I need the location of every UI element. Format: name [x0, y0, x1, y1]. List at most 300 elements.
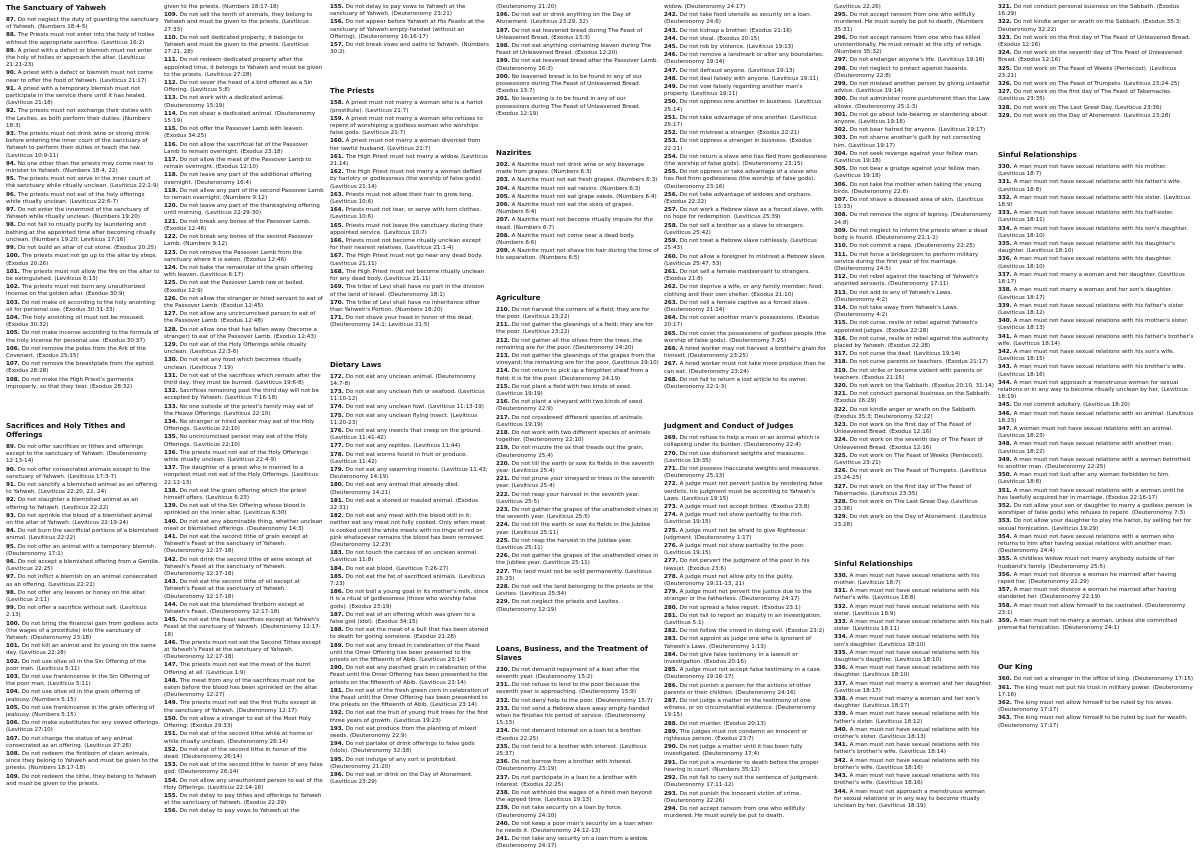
item-number: 216. — [496, 399, 510, 406]
item-text: Do not build an altar of cut stone. (Exodus 20:25) — [17, 245, 157, 252]
item-text: Do not sell a female captive as a forced slave. (Deuteronomy 21:14) — [664, 299, 810, 313]
list-item — [664, 652, 828, 666]
item-number: 358. — [998, 602, 1012, 609]
list-item — [164, 80, 324, 94]
item-number: 123. — [164, 249, 178, 256]
item-number: 204. — [496, 185, 510, 192]
item-number: 245. — [664, 44, 678, 51]
item-number: 96. — [6, 191, 16, 198]
item-number: 251. — [664, 114, 678, 121]
item-text: A judge must not pervert justice by rendering false verdicts, his judgment must be according to Yahweh's Laws. (Leviticus 19:15) — [664, 481, 823, 502]
item-text: Do not judge a matter until it has been fully investigated. (Deuteronomy 17:4) — [664, 744, 803, 758]
item-text: Do not accept a blemished offering from a Gentile. (Leviticus 22:25) — [6, 559, 160, 573]
list-item — [330, 550, 490, 564]
item-text: Do not work on the seventh day of The Feast of Unleavened Bread. (Exodus 12:16) — [834, 437, 983, 451]
item-text: Do not kill an animal and its young on the same day. (Leviticus 22:28) — [6, 643, 157, 657]
item-number: 88. — [6, 32, 16, 39]
list-item — [834, 619, 994, 633]
list-item — [330, 710, 490, 724]
list-item — [330, 482, 490, 496]
item-text: Do not steal. (Exodus 20:15) — [679, 35, 760, 42]
list-item — [834, 66, 994, 80]
item-number: 181. — [330, 497, 344, 504]
item-number: 127. — [164, 311, 178, 318]
list-item — [664, 451, 828, 465]
item-number: 340. — [834, 726, 848, 733]
item-text: Do not murder. (Exodus 20:13) — [679, 720, 766, 727]
list-item — [330, 566, 490, 573]
item-text: Do not sanctify a blemished animal as an offering to Yahweh. (Leviticus 22:20, 22, 24) — [6, 481, 158, 496]
item-text: Do not eat any insects that creep on the ground. (Leviticus 11:41-42) — [330, 427, 483, 442]
item-number: 91. — [6, 481, 16, 488]
item-number: 183. — [330, 550, 344, 557]
list-item — [6, 176, 160, 190]
list-item — [664, 254, 828, 268]
list-item — [664, 377, 828, 391]
list-item — [164, 678, 324, 700]
list-item — [164, 126, 324, 140]
item-number: 93. — [6, 512, 16, 519]
item-text: Do not covet another man's possessions. (Exodus 20:17) — [664, 315, 819, 329]
list-item — [664, 130, 828, 137]
item-number: 330. — [998, 164, 1012, 171]
item-text: Do not eat worms found in fruit or produce. (Leviticus 11:42) — [330, 451, 468, 465]
list-item — [664, 52, 828, 66]
item-number: 324. — [834, 437, 848, 444]
item-number: 243. — [664, 27, 678, 34]
list-item — [496, 744, 660, 758]
item-number: 359. — [998, 618, 1012, 625]
list-item — [330, 741, 490, 755]
item-text: A priest must not marry a woman who is a harlot (prostitute). (Leviticus 21:7) — [330, 100, 483, 114]
item-text: Priests must not become ritually unclean except for their nearest relatives. (Leviticus 21:1-4) — [330, 238, 481, 252]
list-item — [164, 488, 324, 502]
list-item — [164, 793, 324, 807]
item-text: A Nazirite must not eat the skins of grapes. (Numbers 6:4) — [496, 202, 634, 216]
item-number: 209. — [496, 248, 510, 255]
item-text: A Nazirite must not become ritually impure for the dead. (Numbers 6:7) — [496, 217, 653, 231]
item-text: Do not use olive oil in the grain offering of jealousy. (Numbers 5:15) — [6, 689, 140, 703]
section-heading: Loans, Business, and the Treatment of Slaves — [496, 644, 648, 662]
list-item — [998, 272, 1194, 286]
list-item — [834, 197, 994, 211]
item-text: A man must not have sexual relations with a woman until he has lawfully acquired her in marriage. (Exodus 22:16-17) — [998, 487, 1184, 501]
item-number: 102. — [6, 658, 20, 665]
list-item — [664, 744, 828, 758]
item-number: 293. — [664, 790, 678, 797]
item-text: Do not eat of the sacrifices which remain after the third day, they must be burned. (Leviticus 19:6-8) — [164, 372, 321, 386]
item-number: 230. — [496, 666, 510, 673]
item-number: 266. — [664, 345, 678, 352]
item-text: Do not take the mother when taking the young birds. (Deuteronomy 22:6) — [834, 181, 982, 195]
section-heading: Sinful Relationships — [998, 151, 1077, 160]
item-text: Do not shave a diseased area of skin. (Leviticus 13:33) — [834, 197, 984, 211]
item-number: 162. — [330, 169, 344, 176]
item-text: A man must not have sexual relations with his father's sister. (Leviticus 18:12) — [998, 302, 1185, 316]
item-text: Do not prune your vineyard or trees in the seventh year. (Leviticus 25:4) — [496, 476, 655, 490]
item-number: 137. — [164, 465, 178, 472]
list-item — [496, 728, 660, 742]
item-number: 326. — [834, 468, 848, 475]
list-item — [664, 12, 828, 26]
list-item — [496, 706, 660, 728]
list-item — [998, 105, 1194, 112]
item-number: 132. — [164, 388, 178, 395]
item-number: 172. — [330, 373, 344, 380]
item-text: Do not offer a sacrifice without salt. (Leviticus 2:13) — [6, 605, 147, 619]
list-item — [664, 346, 828, 360]
list-item — [834, 112, 994, 126]
item-text: A man must not have sexual relations with a woman who returns to him after having sexual relations with another man. (Deuteronomy 24:4) — [998, 533, 1175, 555]
list-item — [998, 210, 1194, 224]
item-number: 250. — [664, 99, 678, 106]
list-item — [664, 238, 828, 252]
list-item — [496, 322, 660, 336]
item-number: 178. — [330, 451, 344, 458]
list-item — [664, 791, 828, 805]
list-item — [6, 574, 160, 588]
item-text: Do not leave any part of the thanksgiving offering until morning. (Leviticus 22:29-30) — [164, 203, 320, 217]
item-number: 264. — [664, 315, 678, 322]
item-text: Do not eat any unclean fowl. (Leviticus 11:13-19) — [345, 404, 484, 411]
item-text: Do not eat any swarming insects. (Leviticus 11:43; Deuteronomy 14:19) — [330, 466, 488, 481]
list-item — [164, 519, 324, 533]
item-text: Do not go about tale-bearing or slandering about anyone. (Leviticus 19:16) — [834, 111, 988, 126]
item-text: Do not eat any unclean fish or seafood. (Leviticus 11:10-12) — [330, 388, 485, 403]
item-number: 265. — [664, 330, 678, 337]
list-item — [6, 207, 160, 221]
item-text: Do not return a slave who has fled from godlessness (the worship of false gods). (Deuteronomy 23:15) — [664, 153, 827, 168]
item-text: Do not sell the land belonging to the priests or the Levites. (Leviticus 25:34) — [496, 584, 654, 598]
list-item — [330, 404, 490, 411]
item-text: Do not eat the second tithe of grain except at Yahweh's Feast at the sanctuary of Yahweh. (Deuteronomy 12:17-18) — [164, 534, 308, 555]
section-heading: Agriculture — [496, 293, 541, 302]
list-item — [834, 135, 994, 149]
item-number: 323. — [998, 34, 1012, 41]
item-text: A man must not marry a woman and her son's daughter. (Leviticus 18:17) — [998, 287, 1173, 301]
item-number: 344. — [834, 788, 848, 795]
list-item — [664, 698, 828, 720]
item-number: 348. — [998, 441, 1012, 448]
item-number: 220. — [496, 460, 510, 467]
item-number: 303. — [834, 135, 848, 142]
list-item — [496, 522, 660, 536]
list-item — [664, 589, 828, 603]
item-number: 103. — [6, 674, 20, 681]
list-item — [330, 452, 490, 466]
list-item — [496, 384, 660, 398]
item-text: Do not shave your head in honor of the dead. (Deuteronomy 14:1; Leviticus 21:5) — [330, 315, 474, 329]
list-item — [496, 307, 660, 321]
list-item — [6, 245, 160, 252]
item-text: The priests must not burn any unauthorized incense on the golden altar. (Exodus 30:9) — [6, 284, 145, 298]
item-number: 261. — [664, 268, 678, 275]
item-number: 252. — [664, 130, 678, 137]
item-text: Do not accept ransom from one who willfully murdered. He must surely be put to death. — [664, 805, 805, 820]
item-number: 195. — [330, 756, 344, 763]
item-text: Do not work on the first day of The Feast of Tabernacles. (Leviticus 23:35) — [998, 89, 1172, 103]
item-text: The priests must not eat of the holy offerings while ritually unclean. (Leviticus 22:6-7) — [6, 191, 145, 205]
item-number: 104. — [6, 689, 20, 696]
item-text: Do not eat the meat of a bull that has been stoned to death for goring someone. (Exodus 21:28) — [330, 627, 489, 641]
item-number: 169. — [330, 284, 344, 291]
item-text: Do not allow the sacrificial fat of the Passover Lamb to remain overnight. (Exodus 23:18) — [164, 141, 308, 155]
list-item — [496, 12, 660, 26]
item-text: Do not work on The Feast of Trumpets. (Leviticus 23:24-25) — [1013, 81, 1180, 88]
item-text: The king must not put his trust in military power. (Deuteronomy 17:16) — [998, 684, 1193, 698]
item-number: 233. — [496, 705, 510, 712]
item-number: 152. — [164, 746, 178, 753]
item-number: 150. — [164, 715, 178, 722]
item-number: 331. — [834, 588, 848, 595]
item-text: The priests must not eat the first fruits except at the sanctuary of Yahweh. (Deuteronomy 12:17) — [164, 700, 317, 714]
list-item — [496, 43, 660, 57]
item-number: 222. — [496, 491, 510, 498]
list-item — [164, 450, 324, 464]
item-text: Do not work on The Last Great Day. (Leviticus 23:36) — [834, 499, 978, 513]
list-item — [496, 445, 660, 459]
list-item — [496, 507, 660, 521]
list-item — [330, 138, 490, 152]
list-item — [164, 111, 324, 125]
item-number: 158. — [330, 100, 344, 107]
list-item — [664, 636, 828, 650]
item-text: Do not eat of the second tithe while at home or while ritually unclean. (Deuteronomy 26:14) — [164, 731, 313, 745]
list-item — [834, 514, 994, 528]
list-item — [330, 443, 490, 450]
item-text: Do not eat any unclean animal. (Deuteronomy 14:7-8) — [330, 373, 476, 387]
list-item — [834, 368, 994, 382]
item-number: 284. — [664, 651, 678, 658]
item-text: Do not bring the financial gain from godless acts (the wages of a prostitute) into the sanctuary of Yahweh. (Deuteronomy 23:18) — [6, 620, 159, 642]
list-item — [834, 604, 994, 618]
item-text: Do not endanger anyone's life. (Leviticus 19:16) — [849, 57, 985, 64]
list-item — [164, 95, 324, 109]
list-item — [834, 773, 994, 787]
list-item — [6, 751, 160, 773]
list-item — [834, 351, 994, 358]
item-number: 239. — [496, 805, 510, 812]
item-number: 223. — [496, 506, 510, 513]
item-text: A priest must not marry a woman divorced from her lawful husband. (Leviticus 21:7) — [330, 138, 481, 152]
list-item — [496, 682, 660, 696]
item-number: 139. — [164, 503, 178, 510]
item-text: Do not allow a stranger to eat of the Most Holy Offering. (Exodus 29:33) — [164, 715, 311, 730]
item-text: A man must not marry a woman and her son's daughter. (Leviticus 18:17) — [834, 696, 980, 710]
list-item — [330, 116, 490, 138]
item-text: A man must not have sexual relations with his son's daughter. (Leviticus 18:10) — [998, 225, 1188, 239]
list-item — [664, 512, 828, 526]
item-number: 361. — [998, 684, 1012, 691]
item-number: 214. — [496, 368, 510, 375]
item-number: 168. — [330, 268, 344, 275]
list-item — [164, 357, 324, 371]
item-number: 338. — [998, 287, 1012, 294]
item-number: 155. — [164, 792, 178, 799]
item-text: Do not bake the remainder of the grain offering with leaven. (Leviticus 6:17) — [164, 264, 313, 279]
list-item — [998, 19, 1194, 33]
item-text: Do not send a Hebrew slave away empty-handed when he finishes his period of service. (Deuteronomy 15:13) — [496, 705, 650, 727]
item-text: Do not redeem the tithe, they belong to Yahweh and must be given to the priests. — [6, 773, 157, 787]
list-item — [164, 388, 324, 402]
list-item — [164, 4, 324, 11]
item-text: Do not take advantage of one another. (Leviticus 25:17) — [664, 114, 817, 129]
item-text: Do not eat any bread in celebration of the Feast until the Omer Offering has been presented to the priests on the fifteenth of Abib. (Leviticus 23:14) — [330, 642, 481, 664]
item-text: Do not take food utensils as security on a loan. (Deuteronomy 24:6) — [664, 12, 812, 26]
list-item — [330, 772, 490, 786]
item-number: 91. — [6, 85, 16, 92]
item-text: Do not bear a grudge against your fellow man. (Leviticus 19:18) — [834, 166, 981, 180]
item-text: Do not follow the crowd in doing evil. (Exodus 23:2) — [679, 628, 825, 635]
item-number: 286. — [664, 682, 678, 689]
item-text: Do not sever the head of a bird offered as a Sin Offering. (Leviticus 5:8) — [164, 80, 313, 94]
list-item — [6, 513, 160, 527]
item-text: Do not set a stranger in the office of king. (Deuteronomy 17:15) — [1013, 676, 1194, 683]
list-item — [6, 161, 160, 175]
item-number: 357. — [998, 587, 1012, 594]
list-item — [496, 194, 660, 201]
item-text: Do not take advantage of widows and orphans. (Exodus 22:22) — [664, 191, 812, 206]
item-number: 305. — [834, 166, 848, 173]
list-item — [164, 662, 324, 676]
list-item — [998, 287, 1194, 301]
list-item — [834, 166, 994, 180]
item-number: 157. — [330, 42, 344, 49]
list-item — [330, 589, 490, 611]
item-number: 342. — [834, 757, 848, 764]
item-text: The High Priest must not marry a woman defiled by harlotry or godlessness (the worship of false gods). (Leviticus 21:14) — [330, 169, 483, 190]
item-number: 325. — [998, 65, 1012, 72]
item-number: 187. — [330, 611, 344, 618]
item-text: A man must not have sexual relations with his sister. (Leviticus 18:9) — [998, 194, 1191, 209]
list-item — [834, 407, 994, 421]
item-number: 260. — [664, 253, 678, 260]
item-text: Do not offer sacrifices or tithes and offerings except to the sanctuary of Yahweh. (Deuteronomy 12:13-14) — [6, 443, 147, 465]
list-item — [834, 453, 994, 467]
item-number: 92. — [6, 108, 16, 115]
list-item — [164, 700, 324, 714]
item-number: 259. — [664, 238, 678, 245]
item-text: The land must not be sold permanently. (Leviticus 25:23) — [496, 568, 652, 582]
item-text: (Deuteronomy 21:20) — [496, 4, 557, 10]
item-number: 97. — [6, 207, 16, 214]
item-text: Do not eat of the Sin Offering whose blood is sprinkled on the inner altar. (Leviticus 6:30) — [164, 503, 306, 517]
item-number: 113. — [164, 95, 178, 102]
item-text: A man must not have sexual relations with his daughter. (Leviticus 18:10) — [998, 256, 1172, 270]
item-number: 240. — [496, 820, 510, 827]
item-text: Do not eat or drink on the Day of Atonement. (Leviticus 23:29) — [330, 772, 473, 786]
item-number: 196. — [496, 12, 510, 19]
list-item — [6, 330, 160, 344]
item-number: 290. — [664, 744, 678, 751]
list-item — [496, 353, 660, 367]
list-item — [834, 422, 994, 436]
item-text: Do not punish the innocent victim of crime. (Deuteronomy 22:26) — [664, 790, 802, 804]
column-7 — [998, 4, 1198, 805]
item-number: 273. — [664, 503, 678, 510]
item-number: 156. — [164, 808, 178, 815]
list-item — [998, 441, 1194, 455]
section-heading: Sacrifices and Holy Tithes and Offerings — [6, 421, 126, 439]
item-text: A Nazirite must not come near a dead body. (Numbers 6:6) — [496, 232, 635, 247]
item-text: Do not judge a matter on the testimony of one witness, or on circumstantial evidence. (Deuteronomy 19:15) — [664, 698, 816, 719]
list-item — [164, 280, 324, 294]
list-item — [330, 413, 490, 427]
item-text: Do not covet the possessions of godless people (the worship of false gods). (Deuteronomy 7:25) — [664, 330, 826, 344]
item-text: Do not shear a dedicated animal. (Deuteronomy 15:19) — [164, 110, 316, 125]
item-text: Do not eat the Passover Lamb raw or boiled. (Exodus 12:9) — [164, 280, 305, 294]
list-item — [164, 602, 324, 616]
list-item — [6, 467, 160, 481]
item-text: A man must not allow himself to be castrated. (Deuteronomy 23:1) — [998, 602, 1186, 616]
item-number: 186. — [330, 589, 344, 596]
list-item — [6, 774, 160, 788]
item-text: Do not make oil according to the holy anointing oil for personal use. (Exodus 30:31-33) — [6, 299, 155, 313]
list-item — [496, 775, 660, 789]
item-number: 126. — [164, 295, 178, 302]
list-item — [6, 720, 160, 734]
list-item — [998, 411, 1194, 425]
item-text: Do not eat leavened bread during The Feast of Unleavened Bread. (Exodus 13:3) — [496, 27, 643, 41]
item-text: Do not oppress a stranger in business. (Exodus 22:21) — [664, 138, 812, 152]
item-text: A priest with a temporary blemish must not participate in the service there until it has healed. (Leviticus 21:18) — [6, 85, 147, 107]
item-number: 340. — [998, 318, 1012, 325]
list-item — [998, 66, 1194, 80]
item-number: 140. — [164, 518, 178, 525]
list-item — [330, 428, 490, 442]
list-item — [664, 169, 828, 191]
list-item — [6, 269, 160, 283]
item-text: Do not eat the blemished firstborn except at Yahweh's Feast. (Deuteronomy 12:17-18) — [164, 601, 305, 616]
list-item — [998, 503, 1194, 517]
list-item — [164, 747, 324, 761]
list-item — [998, 89, 1194, 103]
item-number: 224. — [496, 522, 510, 529]
list-item — [664, 315, 828, 329]
list-item — [330, 574, 490, 588]
list-item — [998, 380, 1194, 402]
item-text: Do not defraud anyone. (Leviticus 19:13) — [679, 67, 795, 74]
item-number: 98. — [6, 222, 16, 229]
item-text: Do not eat produce from the planting of mixed seeds. (Deuteronomy 22:9) — [330, 725, 477, 740]
list-item — [834, 4, 994, 11]
list-item — [834, 484, 994, 498]
item-text: Do not muzzle the ox that treads out the grain. (Deuteronomy 25:4) — [496, 445, 644, 459]
item-text: No one outside of the priest's family may eat of the Heave Offerings. (Leviticus 22:10) — [164, 403, 314, 417]
list-item — [834, 290, 994, 304]
list-item — [6, 192, 160, 206]
list-item — [496, 476, 660, 490]
item-text: Do not work on The Feast of Weeks (Pentecost). (Leviticus 23:21) — [834, 452, 984, 466]
item-number: 121. — [164, 218, 178, 225]
list-item — [664, 504, 828, 511]
list-item — [330, 757, 490, 771]
item-text: A man must not have sexual relations with his mother. (Leviticus 18:7) — [834, 572, 980, 587]
item-text: Do not commit adultery. (Leviticus 18:20) — [1013, 402, 1130, 409]
item-text: A Nazirite must not eat fresh grapes. (Numbers 6:3) — [511, 177, 658, 184]
column-4 — [496, 4, 664, 850]
item-number: 280. — [664, 604, 678, 611]
item-text: Do not plant a vineyard with two kinds of seed. (Deuteronomy 22:9) — [496, 399, 644, 413]
item-text: Do not use frankincense in the grain offering of jealousy. (Numbers 5:15) — [6, 704, 155, 719]
item-number: 179. — [330, 466, 344, 473]
item-number: 149. — [164, 700, 178, 707]
section-gap — [496, 119, 660, 139]
list-item — [496, 805, 660, 819]
item-text: Do not eat anything containing leaven during The Feast of Unleavened Bread. (Exodus 12:20) — [496, 43, 652, 57]
item-number: 255. — [664, 169, 678, 176]
item-number: 281. — [664, 612, 678, 619]
